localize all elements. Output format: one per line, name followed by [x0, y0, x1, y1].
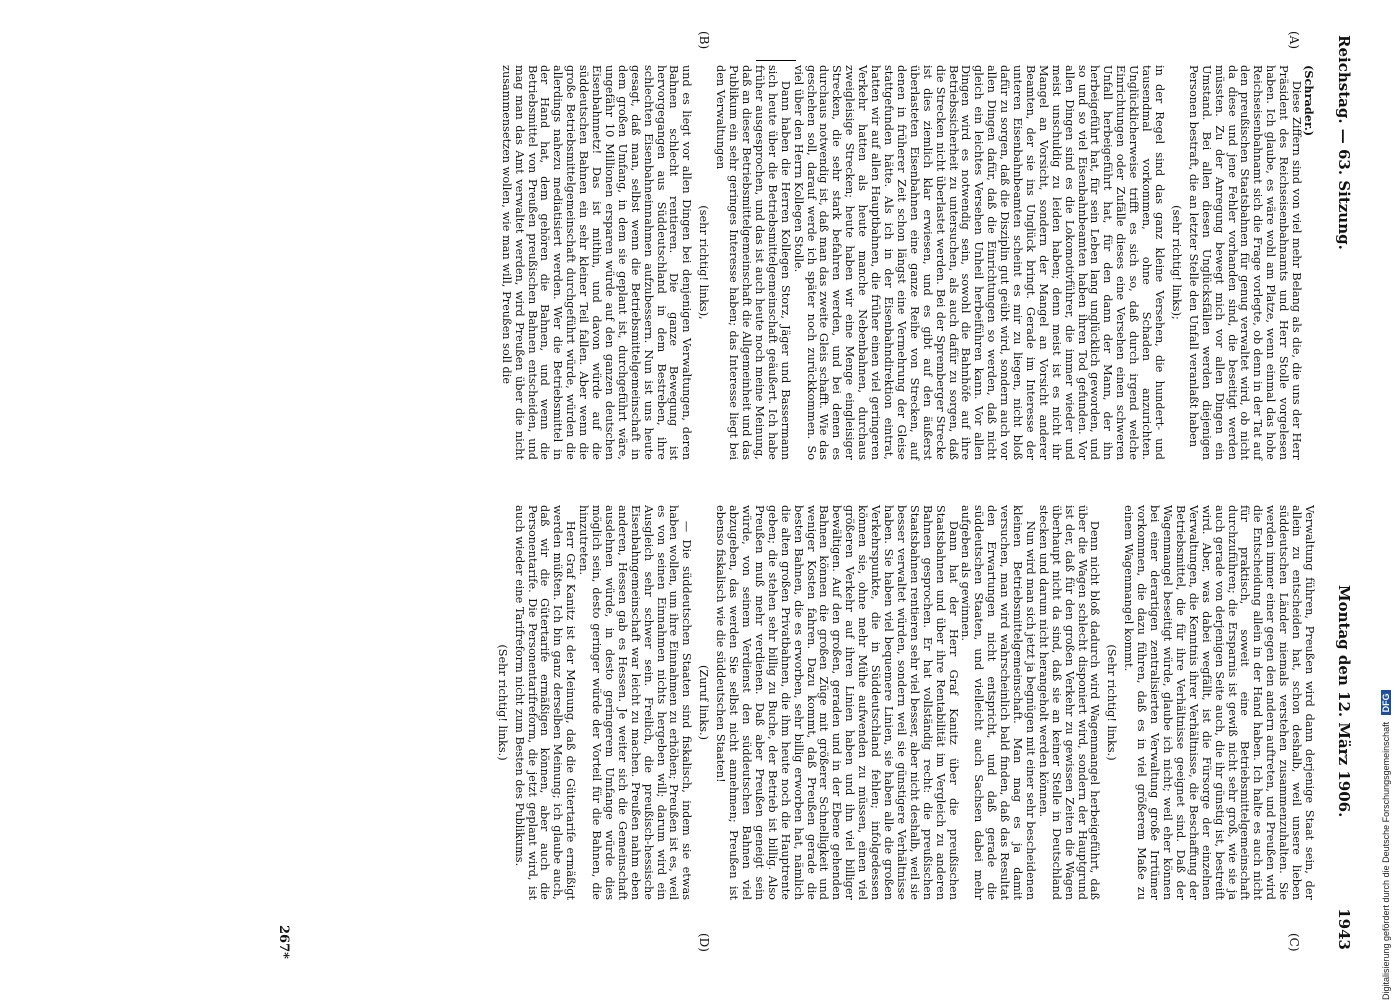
document-scan: [31, 25, 1361, 970]
header-date: Montag den 12. März 1906.: [1335, 585, 1353, 818]
running-header: [1325, 25, 1361, 970]
paragraph: Dann haben die Herren Kollegen Storz, Jäger und Bassermann sich heute über die Betriebsmittelgemeinschaft geäußert. Ich habe früher ausgesprochen, und das ist auch heute noch meine Meinung, daß an dieser Betriebsmittelgemeinschaft die Allgemeinheit und das Publikum ein sehr geringes Interesse haben; das Interesse liegt bei den Verwaltungen: [714, 65, 792, 460]
interjection: (sehr richtig! links),: [697, 205, 711, 320]
funding-note: [1363, 0, 1391, 1000]
column-divider: [756, 60, 796, 61]
speaker-name: (Schrader.): [1302, 65, 1316, 137]
paragraph: Denn nicht bloß dadurch wird Wagenmangel herbeigeführt, daß über die Wagen schlecht disponiert wird, sondern der Hauptgrund ist der, daß für den großen Verkehr zu gewissen Zeiten die Wagen überhaupt nicht da sind, daß sie an keiner Stelle in Deutschland stecken und darum nicht herangeholt werden können.: [1036, 505, 1102, 900]
interjection: (sehr richtig! links);: [1169, 205, 1183, 320]
margin-mark-c: (C): [1287, 933, 1301, 952]
margin-mark-b: (B): [697, 31, 711, 50]
margin-mark-d: (D): [697, 933, 711, 952]
paragraph: und es liegt vor allen Dingen bei denjenigen Verwaltungen, deren Bahnen schlecht rentieren. Die ganze Bewegung ist hervorgegangen aus Süddeutschland in dem Bestreben, ihre schlechten Eisenbahneinnahmen aufzubessern. Nun ist uns heute gesagt, daß man, selbst wenn die Betriebsmittelgemeinschaft in dem großen Umfang, in dem sie geplant ist, durchgeführt wäre, ungefähr 10 Millionen ersparen würde auf den ganzen deutschen Eisenbahnnetz! Das ist mithin, und davon würde auf die süddeutschen Bahnen ein sehr kleiner Teil fallen. Aber wenn die große Betriebsmittelgemeinschaft durchgeführt würde, würden die allerdings nahezu mediatisiert werden. Wer die Betriebsmittel in der Hand hat, dem gehören die Bahnen, und wenn die Betriebsmittel von Preußen preußischen Bahnen entscheiden, und mag man das Amt verwaltet werden, wird Preußen über die nicht zusammensetzen wollen, wie man will, Preußen soll die: [499, 65, 694, 460]
margin-mark-a: (A): [1287, 31, 1301, 50]
paragraph: Nun wird man sich jetzt ja begnügen mit einer sehr bescheidenen kleinen Betriebsmittelgemeinschaft. Man mag es ja damit versuchen, man wird wahrscheinlich bald finden, daß das Resultat den Erwartungen nicht entspricht, und daß gerade die süddeutschen Staaten, und vielleicht auch Sachsen dabei mehr aufgeben als gewinnen.: [959, 505, 1037, 900]
left-column: [191, 65, 1315, 460]
funding-text-wrap: [1381, 0, 1399, 1000]
interjection: (Sehr richtig! links.): [1105, 644, 1119, 761]
paragraph: Verwaltung führen, Preußen wird dann derjenige Staat sein, der allein zu entscheiden hat, schon deshalb, weil unsere lieben süddeutschen Länder niemals verstehen zusammenzuhalten. Sie werden immer einer gegen den andern auftreten, und Preußen wird die Entscheidung allein in der Hand haben. Ich halte es auch nicht für praktisch, soweit eine Betriebsmittelgemeinschaft durchzuführen; die Ersparnis ist gewiß nicht sehr groß, wie sie ja auch gerade von derjenigen Seite auch, die ihr günstig ist, bestreift wird. Aber, was dabei wegfällt, ist die Fürsorge der einzelnen Verwaltungen, die Kenntnis ihrer Verhältnisse, die Beschaffung der Betriebsmittel, die für ihre Verhältnisse geeignet sind. Daß der Wagenmangel beseitigt würde, glaube ich nicht; weil eher können bei einer derartigen zentralisierten Verwaltung große Irrtümer vorkommen, die dazu führen, daß es in viel größerem Maße zu einem Wagenmangel kommt.: [1122, 505, 1316, 900]
paragraph: Dann hat der Herr Graf Kanitz über die preußischen Staatsbahnen und über ihre Rentabilität im Vergleich zu anderen Bahnen gesprochen. Er hat vollständig recht: die preußischen Staatsbahnen rentieren sehr viel besser, aber nicht deshalb, weil sie besser verwaltet würden, sondern weil sie günstigere Verhältnisse haben. Sie haben viel bequemere Linien, sie haben alle die großen Verkehrspunkte, die in Süddeutschland fehlen; infolgedessen können sie, ohne mehr Mühe aufwenden zu müssen, einen viel größeren Verkehr auf ihren Linien haben und ihn viel billiger bewältigen. Auf den großen, geraden und in der Ebene gehenden Bahnen können die großen Züge mit größerer Schnelligkeit und weniger Kosten fahren. Dazu kommt, daß Preußen gerade die besten Bahnen, die es erworben, sehr billig erworben hat, nämlich die alten großen Privatbahnen, die ihm heute noch die Hauptrente geben; die stehen sehr billig zu Buche, der Betrieb ist billig. Also Preußen muß mehr verdienen. Daß aber Preußen geneigt sein würde, von seinem Verdienst den süddeutschen Bahnen viel abzugeben, das werden Sie selbst nicht annehmen; Preußen ist ebenso fiskalisch wie die süddeutschen Staaten!: [714, 505, 960, 900]
signature-mark: 267*: [276, 925, 291, 959]
paragraph: — Die süddeutschen Staaten sind fiskalisch, indem sie etwas haben wollen, um ihre Einnahmen zu erhöhen; Preußen ist es, weil es von seinen Einnahmen nichts hergeben will; darum wird ein Ausgleich sehr schwer sein. Freilich, die preußisch-hessische Eisenbahngemeinschaft war leicht zu machen. Preußen nahm eben anderen, Hessen gab es Hessen. Je weiter sich die Gemeinschaft ausdehnen würde, in desto geringerem Umfange würde dies möglich sein, desto geringer würde der Vorteil für die Bahnen, die hinzutreten.: [577, 505, 694, 900]
interjection: (Zuruf links.): [697, 664, 711, 741]
right-column: [191, 505, 1315, 900]
paragraph: Herr Graf Kanitz ist der Meinung, daß die Gütertarife ermäßigt werden müßten. Ich bin ganz derselben Meinung; ich glaube auch, daß wir die Gütertarife ermäßigen können, aber auch die Personentarife. Die Personentarifreform, die jetzt geplant wird, ist auch wieder eine Tarifreform nicht zum Besten des Publikums.: [512, 505, 578, 900]
funding-text: Digitalisierung gefördert durch die Deutsche Forschungsgemeinschaft: [1381, 721, 1391, 1000]
interjection: (Sehr richtig! links.): [495, 644, 509, 761]
dfg-logo: DFG: [1381, 690, 1391, 715]
header-left: Reichstag. — 63. Sitzung.: [1335, 35, 1353, 250]
paragraph: in der Regel sind das ganz kleine Versehen, die hundert- und tausendmal vorkommen, ohne Schaden anzurichten. Unglücklicherweise trifft es sich so, daß durch irgend welche Einrichtungen oder Zufälle dieses eine Versehen einen schweren Unfall herbeigeführt hat, für den dann der Mann, der ihn herbeigeführt hat, für sein Leben lang unglücklich geworden, und so und so viel Eisenbahnbeamten haben ihren Tod gefunden. Vor allen Dingen sind es die Lokomotivführer, die immer wieder und meist unschuldig zu leiden haben; denn meist ist es nicht ihr Mangel an Vorsicht, sondern der Mangel an Vorsicht anderer Beamten, der sie ins Unglück bringt. Gerade im Interesse der unteren Eisenbahnbeamten scheint es mir zu liegen, nicht bloß dafür zu sorgen, daß die Disziplin gut geübt wird, sondern auch vor allen Dingen dafür, daß die Einrichtungen so werden, daß nicht gleich ein leichtes Versehen Unheil herbeiführen kann. Vor allen Dingen wird es notwendig sein, sowohl die Bahnhöfe auf ihre Betriebssicherheit zu untersuchen, als auch dafür zu sorgen, daß die Strecken nicht überlastet werden. Bei der Spremberger Strecke ist dies ziemlich klar erwiesen, und es gibt auf den äußerst überlasteten Eisenbahnen eine ganze Reihe von Strecken, auf denen in früherer Zeit schon längst eine Vermehrung der Gleise stattgefunden hätte. Als ich in der Eisenbahndirektion eintrat, hatten wir auf allen Hauptbahnen, die früher einen viel geringeren Verkehr hatten als heute manche Nebenbahnen, durchaus zweigleisige Strecken; heute haben wir eine Menge eingleisiger Strecken, die sehr stark befahren werden, und bei denen es durchaus notwendig ist, daß man das zweite Gleis schafft. Wie das geschehen soll, darauf werde ich später noch zurückkommen. So viel über den Herrn Kollegen Stolle.: [791, 65, 1167, 460]
page-number: 1943: [1335, 908, 1353, 950]
paragraph: Diese Ziffern sind von viel mehr Belang als die, die uns der Herr Präsident des Reichseisenbahnamts und Herr Stolle vorgelesen haben. Ich glaube, es wäre wohl am Platze, wenn einmal das hohe Reichseisenbahnamt sich die Frage vorlegte, ob denn in der Tat auf den preußischen Staatsbahnen für genug verwaltet wird, ob nicht da diese und jene Fehler vorhanden sind, die beseitigt werden müssten. Zu der Anregung bewegt mich vor allen Dingen ein Umstand. Bei allen diesen Unglücksfällen werden diejenigen Personen bestraft, die an letzter Stelle den Unfall veranlaßt haben: [1186, 65, 1304, 460]
